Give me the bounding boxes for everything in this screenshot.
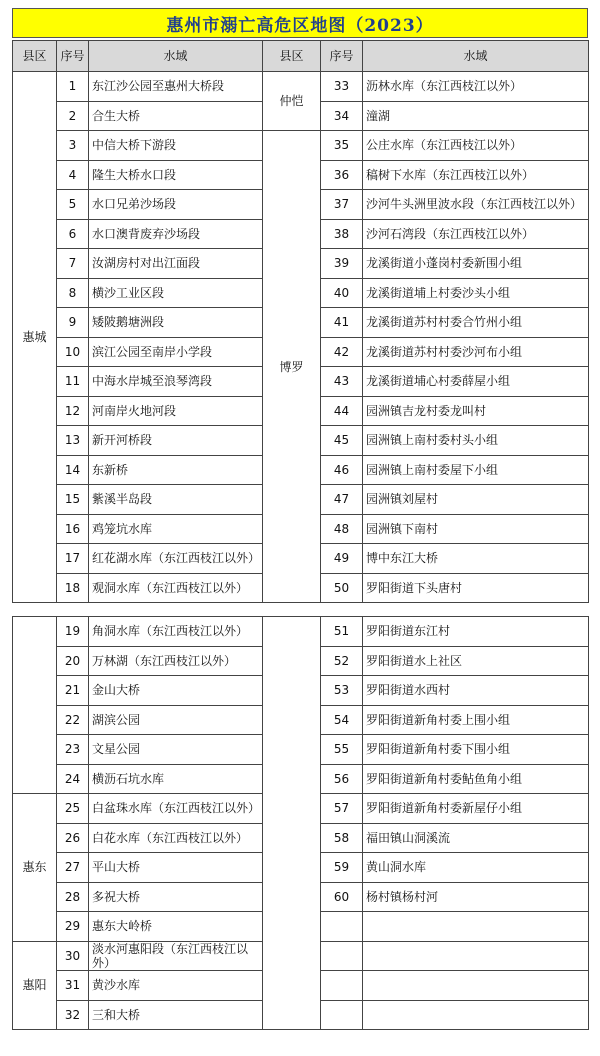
water-name: 罗阳街道东江村 bbox=[363, 617, 589, 647]
table-row bbox=[13, 617, 589, 647]
row-number: 31 bbox=[57, 971, 89, 1001]
water-name bbox=[363, 912, 589, 942]
water-name: 三和大桥 bbox=[89, 1000, 263, 1030]
water-name: 罗阳街道新角村委下围小组 bbox=[363, 735, 589, 765]
row-number: 49 bbox=[321, 544, 363, 574]
row-number: 23 bbox=[57, 735, 89, 765]
water-name: 水口兄弟沙场段 bbox=[89, 190, 263, 220]
water-name: 观洞水库（东江西枝江以外） bbox=[89, 573, 263, 603]
water-name: 横沙工业区段 bbox=[89, 278, 263, 308]
row-number: 26 bbox=[57, 823, 89, 853]
row-number: 11 bbox=[57, 367, 89, 397]
county-cell-huiyang: 惠阳 bbox=[13, 941, 57, 1030]
row-number: 43 bbox=[321, 367, 363, 397]
row-number: 54 bbox=[321, 705, 363, 735]
water-name bbox=[363, 1000, 589, 1030]
water-name: 合生大桥 bbox=[89, 101, 263, 131]
water-name: 博中东江大桥 bbox=[363, 544, 589, 574]
header-no: 序号 bbox=[57, 41, 89, 72]
water-name: 文星公园 bbox=[89, 735, 263, 765]
header-county: 县区 bbox=[263, 41, 321, 72]
header-water: 水域 bbox=[363, 41, 589, 72]
water-name: 湖滨公园 bbox=[89, 705, 263, 735]
water-name: 沙河石湾段（东江西枝江以外） bbox=[363, 219, 589, 249]
row-number: 16 bbox=[57, 514, 89, 544]
row-number: 22 bbox=[57, 705, 89, 735]
water-name: 沙河牛头洲里波水段（东江西枝江以外） bbox=[363, 190, 589, 220]
county-cell-huidong: 惠东 bbox=[13, 794, 57, 942]
water-name: 鸡笼坑水库 bbox=[89, 514, 263, 544]
row-number: 45 bbox=[321, 426, 363, 456]
row-number: 14 bbox=[57, 455, 89, 485]
water-name: 中信大桥下游段 bbox=[89, 131, 263, 161]
row-number bbox=[321, 1000, 363, 1030]
water-name: 淡水河惠阳段（东江西枝江以外） bbox=[89, 941, 263, 971]
county-cell-huicheng: 惠城 bbox=[13, 72, 57, 603]
row-number: 47 bbox=[321, 485, 363, 515]
water-name: 河南岸火地河段 bbox=[89, 396, 263, 426]
row-number: 30 bbox=[57, 941, 89, 971]
row-number: 50 bbox=[321, 573, 363, 603]
water-name: 万林湖（东江西枝江以外） bbox=[89, 646, 263, 676]
row-number bbox=[321, 912, 363, 942]
row-number: 15 bbox=[57, 485, 89, 515]
row-number bbox=[321, 941, 363, 971]
water-name: 东江沙公园至惠州大桥段 bbox=[89, 72, 263, 102]
row-number: 1 bbox=[57, 72, 89, 102]
water-name: 新开河桥段 bbox=[89, 426, 263, 456]
water-name: 东新桥 bbox=[89, 455, 263, 485]
row-number: 53 bbox=[321, 676, 363, 706]
row-number: 27 bbox=[57, 853, 89, 883]
water-name: 沥林水库（东江西枝江以外） bbox=[363, 72, 589, 102]
row-number: 28 bbox=[57, 882, 89, 912]
water-name: 罗阳街道下头唐村 bbox=[363, 573, 589, 603]
row-number: 4 bbox=[57, 160, 89, 190]
water-name: 罗阳街道新角村委上围小组 bbox=[363, 705, 589, 735]
row-number: 2 bbox=[57, 101, 89, 131]
water-name: 园洲镇刘屋村 bbox=[363, 485, 589, 515]
water-name: 平山大桥 bbox=[89, 853, 263, 883]
row-number: 7 bbox=[57, 249, 89, 279]
water-name bbox=[363, 971, 589, 1001]
row-number: 13 bbox=[57, 426, 89, 456]
table-row bbox=[13, 131, 589, 161]
water-name: 公庄水库（东江西枝江以外） bbox=[363, 131, 589, 161]
row-number: 59 bbox=[321, 853, 363, 883]
water-name: 水口澳背废弃沙场段 bbox=[89, 219, 263, 249]
water-name: 中海水岸城至浪琴湾段 bbox=[89, 367, 263, 397]
water-name: 园洲镇上南村委村头小组 bbox=[363, 426, 589, 456]
water-name: 潼湖 bbox=[363, 101, 589, 131]
header-county: 县区 bbox=[13, 41, 57, 72]
row-number: 9 bbox=[57, 308, 89, 338]
water-name: 白盆珠水库（东江西枝江以外） bbox=[89, 794, 263, 824]
row-number: 44 bbox=[321, 396, 363, 426]
row-number: 57 bbox=[321, 794, 363, 824]
water-name: 福田镇山洞溪流 bbox=[363, 823, 589, 853]
water-name: 杨村镇杨村河 bbox=[363, 882, 589, 912]
row-number: 18 bbox=[57, 573, 89, 603]
row-number: 8 bbox=[57, 278, 89, 308]
row-number: 19 bbox=[57, 617, 89, 647]
page-title: 惠州市溺亡高危区地图（2023） bbox=[12, 8, 588, 38]
row-number: 60 bbox=[321, 882, 363, 912]
row-number: 25 bbox=[57, 794, 89, 824]
water-name: 黄山洞水库 bbox=[363, 853, 589, 883]
water-name: 隆生大桥水口段 bbox=[89, 160, 263, 190]
row-number: 3 bbox=[57, 131, 89, 161]
row-number: 51 bbox=[321, 617, 363, 647]
row-number: 46 bbox=[321, 455, 363, 485]
row-number: 56 bbox=[321, 764, 363, 794]
water-name: 金山大桥 bbox=[89, 676, 263, 706]
row-number: 36 bbox=[321, 160, 363, 190]
water-name: 园洲镇吉龙村委龙叫村 bbox=[363, 396, 589, 426]
water-name: 龙溪街道小蓬岗村委新围小组 bbox=[363, 249, 589, 279]
header-water: 水域 bbox=[89, 41, 263, 72]
row-number: 10 bbox=[57, 337, 89, 367]
table-row bbox=[13, 72, 589, 102]
water-name: 滨江公园至南岸小学段 bbox=[89, 337, 263, 367]
water-name: 龙溪街道苏村村委合竹州小组 bbox=[363, 308, 589, 338]
water-name: 紫溪半岛段 bbox=[89, 485, 263, 515]
water-name: 罗阳街道新角村委新屋仔小组 bbox=[363, 794, 589, 824]
water-name: 白花水库（东江西枝江以外） bbox=[89, 823, 263, 853]
water-name: 园洲镇上南村委屋下小组 bbox=[363, 455, 589, 485]
row-number: 55 bbox=[321, 735, 363, 765]
water-name: 园洲镇下南村 bbox=[363, 514, 589, 544]
risk-table-part-2 bbox=[12, 616, 589, 1030]
water-name: 龙溪街道埔上村委沙头小组 bbox=[363, 278, 589, 308]
row-number: 5 bbox=[57, 190, 89, 220]
row-number: 24 bbox=[57, 764, 89, 794]
row-number: 32 bbox=[57, 1000, 89, 1030]
row-number: 39 bbox=[321, 249, 363, 279]
row-number: 21 bbox=[57, 676, 89, 706]
water-name: 稿树下水库（东江西枝江以外） bbox=[363, 160, 589, 190]
row-number: 58 bbox=[321, 823, 363, 853]
row-number: 34 bbox=[321, 101, 363, 131]
row-number: 33 bbox=[321, 72, 363, 102]
row-number: 12 bbox=[57, 396, 89, 426]
row-number: 42 bbox=[321, 337, 363, 367]
water-name: 罗阳街道水西村 bbox=[363, 676, 589, 706]
county-cell-boluo: 博罗 bbox=[263, 131, 321, 603]
row-number: 52 bbox=[321, 646, 363, 676]
water-name: 罗阳街道新角村委鲇鱼角小组 bbox=[363, 764, 589, 794]
county-cell-zhongkai: 仲恺 bbox=[263, 72, 321, 131]
row-number: 37 bbox=[321, 190, 363, 220]
county-cell-blank bbox=[263, 617, 321, 1030]
water-name: 黄沙水库 bbox=[89, 971, 263, 1001]
water-name: 红花湖水库（东江西枝江以外） bbox=[89, 544, 263, 574]
water-name: 罗阳街道水上社区 bbox=[363, 646, 589, 676]
row-number: 6 bbox=[57, 219, 89, 249]
water-name: 多祝大桥 bbox=[89, 882, 263, 912]
water-name: 矮陂鹅塘洲段 bbox=[89, 308, 263, 338]
water-name: 惠东大岭桥 bbox=[89, 912, 263, 942]
water-name bbox=[363, 941, 589, 971]
row-number: 38 bbox=[321, 219, 363, 249]
county-cell-blank bbox=[13, 617, 57, 794]
row-number: 17 bbox=[57, 544, 89, 574]
water-name: 龙溪街道苏村村委沙河布小组 bbox=[363, 337, 589, 367]
water-name: 横沥石坑水库 bbox=[89, 764, 263, 794]
row-number: 40 bbox=[321, 278, 363, 308]
row-number bbox=[321, 971, 363, 1001]
water-name: 角洞水库（东江西枝江以外） bbox=[89, 617, 263, 647]
water-name: 龙溪街道埔心村委薛屋小组 bbox=[363, 367, 589, 397]
row-number: 29 bbox=[57, 912, 89, 942]
risk-table-part-1 bbox=[12, 40, 589, 603]
water-name: 汝湖房村对出江面段 bbox=[89, 249, 263, 279]
row-number: 20 bbox=[57, 646, 89, 676]
header-no: 序号 bbox=[321, 41, 363, 72]
row-number: 35 bbox=[321, 131, 363, 161]
row-number: 48 bbox=[321, 514, 363, 544]
page-tear bbox=[0, 605, 600, 616]
row-number: 41 bbox=[321, 308, 363, 338]
